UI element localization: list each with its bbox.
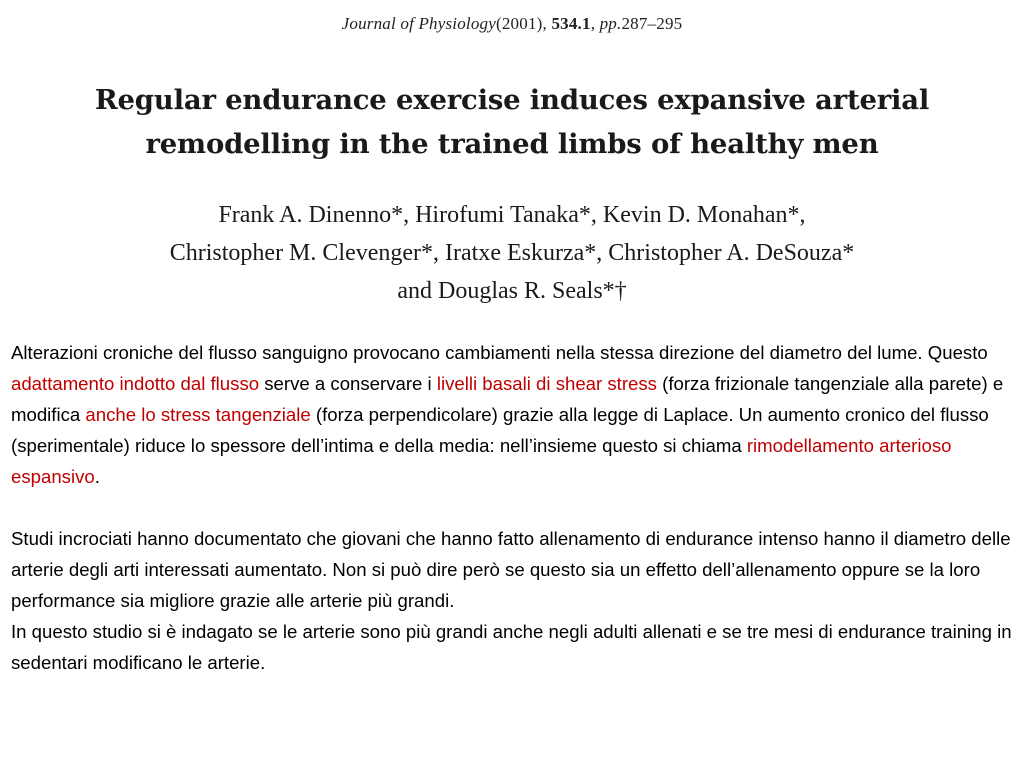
paragraph-this-study: In questo studio si è indagato se le arterie sono più grandi anche negli adulti allenati e se tre mesi di endurance training in sedentari modificano le arterie. [11, 621, 1012, 673]
paragraph-spacer [11, 492, 1019, 523]
journal-pages-prefix: pp. [599, 14, 622, 33]
authors-line: Christopher M. Clevenger*, Iratxe Eskurza*, Christopher A. DeSouza* [169, 240, 855, 266]
paper-title-line: remodelling in the trained limbs of healthy men [145, 128, 879, 160]
paragraph-cross-studies: Studi incrociati hanno documentato che giovani che hanno fatto allenamento di endurance intenso hanno il diametro delle arterie degli arti interessati aumentato. Non si può dire però se questo sia un effetto dell’allenamento oppure se la loro performance sia migliore grazie alle arterie più grandi. [11, 528, 1011, 611]
highlight-expansive-remodelling: rimodellamento arterioso espansivo [11, 435, 952, 487]
text-run: (forza perpendicolare) grazie alla legge di Laplace. Un aumento cronico del flusso (sperimentale) riduce lo spessore dell’intima e della media: nell’insieme questo si chiama [11, 404, 989, 456]
journal-name: Journal of Physiology [341, 14, 496, 33]
paper-title-line: Regular endurance exercise induces expansive arterial [94, 84, 930, 116]
authors-line: Frank A. Dinenno*, Hirofumi Tanaka*, Kevin D. Monahan*, [218, 202, 806, 228]
journal-pages: 287–295 [621, 14, 683, 33]
journal-volume: 534.1 [551, 14, 591, 33]
highlight-flow-adaptation: adattamento indotto dal flusso [11, 373, 260, 394]
text-run: . [94, 466, 100, 487]
authors-line: and Douglas R. Seals*† [397, 278, 627, 304]
highlight-shear-stress: livelli basali di shear stress [436, 373, 657, 394]
text-run: (forza frizionale tangenziale alla parete) e modifica [11, 373, 1004, 425]
highlight-tangential-stress: anche lo stress tangenziale [85, 404, 311, 425]
paragraph-flow-remodelling [11, 337, 1019, 492]
paper-authors [0, 196, 1024, 310]
text-run: Alterazioni croniche del flusso sanguigno provocano cambiamenti nella stessa direzione del diametro del lume. Questo [11, 342, 988, 363]
slide-body-text [11, 337, 1019, 678]
journal-citation: Journal of Physiology(2001), 534.1, pp.287–295 [341, 14, 683, 33]
text-run: serve a conservare i [259, 373, 437, 394]
paper-title [0, 78, 1024, 166]
paper-header-image [0, 14, 1024, 310]
journal-year: (2001), [496, 14, 547, 33]
